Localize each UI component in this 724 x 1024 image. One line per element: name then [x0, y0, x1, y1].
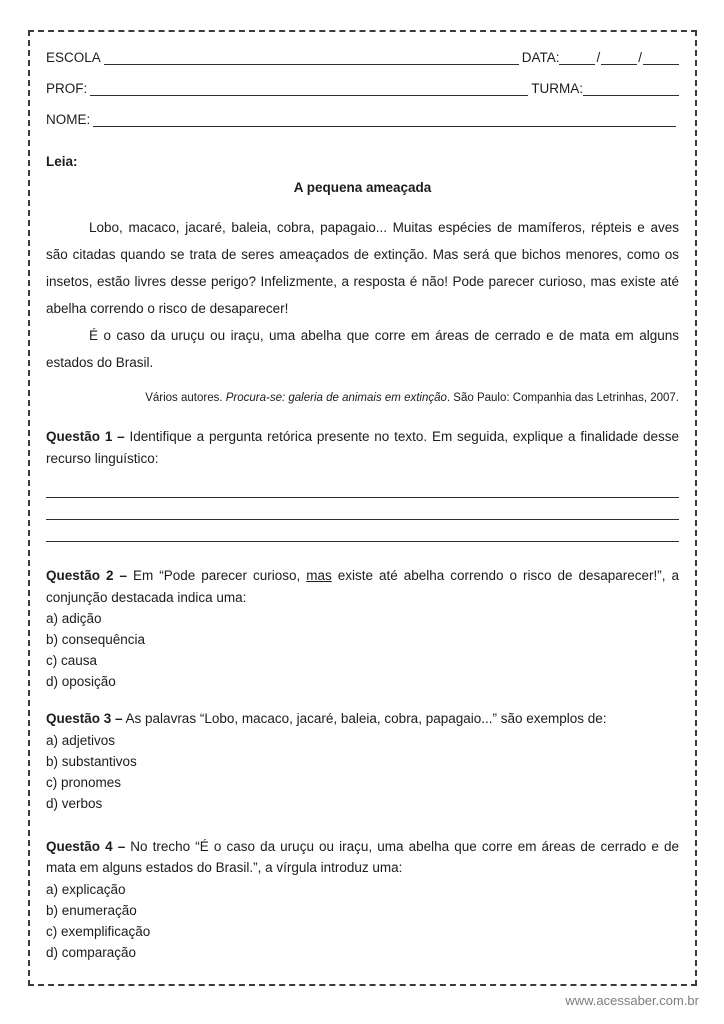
header-row-escola	[46, 49, 679, 65]
question-4	[46, 836, 679, 963]
header-row-prof	[46, 80, 679, 96]
turma-blank-line	[583, 80, 679, 96]
question-2-text	[46, 565, 679, 608]
question-4-option-d: d) comparação	[46, 944, 137, 960]
question-2	[46, 565, 679, 692]
question-4-option-b: b) enumeração	[46, 902, 137, 918]
question-2-option-d: d) oposição	[46, 674, 116, 689]
nome-blank-line	[93, 111, 676, 127]
question-2-underlined-word: mas	[306, 568, 332, 583]
question-3-option-a: a) adjetivos	[46, 732, 116, 748]
prof-label: PROF:	[46, 81, 88, 96]
date-separator: /	[638, 50, 642, 65]
worksheet-sheet	[28, 30, 697, 986]
header-row-nome	[46, 111, 679, 127]
question-2-statement-after: existe até abelha correndo o risco de desaparecer!”, a conjunção destacada indica uma:	[46, 568, 679, 605]
date-day-blank-line	[559, 49, 595, 65]
question-4-statement: No trecho “É o caso da uruçu ou iraçu, uma abelha que corre em áreas de cerrado e de mata em alguns estados do Brasil.”, a vírgula introduz uma:	[46, 838, 679, 875]
answer-line	[46, 476, 679, 498]
site-url: www.acessaber.com.br	[565, 993, 699, 1008]
nome-label: NOME:	[46, 112, 91, 127]
date-separator: /	[596, 50, 601, 65]
reading-title: A pequena ameaçada	[293, 180, 432, 195]
question-2-statement-before: Em “Pode parecer curioso,	[127, 568, 307, 583]
data-label: DATA:	[521, 50, 560, 65]
prof-blank-line	[90, 80, 528, 96]
question-3-text	[46, 708, 679, 730]
citation-book-title: Procura-se: galeria de animais em extinção	[225, 392, 447, 404]
leia-label: Leia:	[46, 154, 78, 169]
answer-line	[46, 498, 679, 520]
question-3	[46, 708, 679, 814]
citation-publisher: . São Paulo: Companhia das Letrinhas, 2007.	[446, 392, 679, 404]
date-month-blank-line	[601, 49, 637, 65]
date-year-blank-line	[643, 49, 679, 65]
question-1	[46, 426, 679, 542]
question-2-option-b: b) consequência	[46, 632, 146, 647]
question-2-option-a: a) adição	[46, 611, 102, 626]
question-3-option-d: d) verbos	[46, 795, 103, 811]
question-3-label: Questão 3 –	[46, 711, 123, 726]
question-4-option-a: a) explicação	[46, 881, 126, 897]
escola-blank-line	[104, 49, 519, 65]
question-1-label: Questão 1 –	[46, 429, 125, 444]
citation-authors: Vários autores.	[145, 392, 226, 404]
question-2-label: Questão 2 –	[46, 568, 127, 583]
question-4-label: Questão 4 –	[46, 838, 126, 854]
question-4-option-c: c) exemplificação	[46, 923, 151, 939]
question-3-option-b: b) substantivos	[46, 753, 137, 769]
question-1-statement: Identifique a pergunta retórica presente no texto. Em seguida, explique a finalidade desse recurso linguístico:	[46, 429, 680, 466]
answer-line	[46, 520, 679, 542]
question-4-text	[46, 836, 679, 879]
source-citation	[46, 392, 679, 404]
escola-label: ESCOLA	[46, 50, 101, 65]
question-3-option-c: c) pronomes	[46, 774, 122, 790]
turma-label: TURMA:	[531, 81, 583, 96]
reading-paragraph-2: É o caso da uruçu ou iraçu, uma abelha que corre em áreas de cerrado e de mata em alguns estados do Brasil.	[46, 328, 679, 370]
question-3-statement: As palavras “Lobo, macaco, jacaré, baleia, cobra, papagaio...” são exemplos de:	[122, 711, 607, 726]
reading-paragraph-1: Lobo, macaco, jacaré, baleia, cobra, papagaio... Muitas espécies de mamíferos, répteis e aves são citadas quando se trata de seres ameaçados de extinção. Mas será que bichos menores, como os insetos, estão livres desse perigo? Infelizmente, a resposta é não! Pode parecer curioso, mas existe até abelha correndo o risco de desaparecer!	[46, 220, 679, 316]
question-1-text	[46, 426, 679, 469]
question-2-option-c: c) causa	[46, 653, 98, 668]
